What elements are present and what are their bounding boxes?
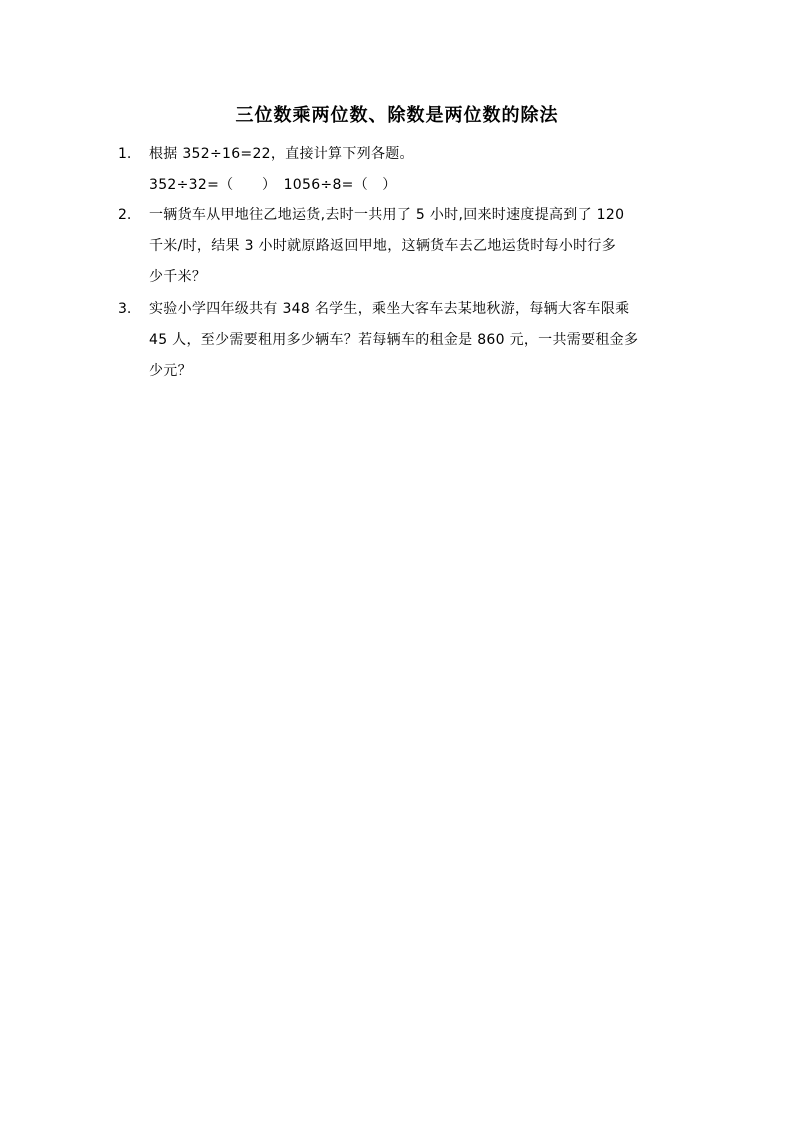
question-text-line: 45 人，至少需要租用多少辆车？若每辆车的租金是 860 元，一共需要租金多 xyxy=(149,332,639,348)
question-text-line: 实验小学四年级共有 348 名学生，乘坐大客车去某地秋游，每辆大客车限乘 xyxy=(149,301,630,317)
question-1 xyxy=(118,139,678,201)
question-number: 3. xyxy=(118,301,132,317)
question-number: 2. xyxy=(118,207,132,223)
question-text-line: 少千米？ xyxy=(149,269,207,285)
question-number: 1. xyxy=(118,146,132,162)
question-text-line: 根据 352÷16=22，直接计算下列各题。 xyxy=(149,146,414,162)
question-text-line: 千米/时，结果 3 小时就原路返回甲地，这辆货车去乙地运货时每小时行多 xyxy=(149,238,617,254)
question-text-line: 一辆货车从甲地往乙地运货,去时一共用了 5 小时,回来时速度提高到了 120 xyxy=(149,207,625,223)
question-3 xyxy=(118,294,678,387)
question-2 xyxy=(118,200,678,293)
page-title: 三位数乘两位数、除数是两位数的除法 xyxy=(235,105,559,126)
question-text-line: 少元？ xyxy=(149,363,192,379)
question-text-line: 352÷32=（ ） 1056÷8=（ ） xyxy=(149,177,397,193)
